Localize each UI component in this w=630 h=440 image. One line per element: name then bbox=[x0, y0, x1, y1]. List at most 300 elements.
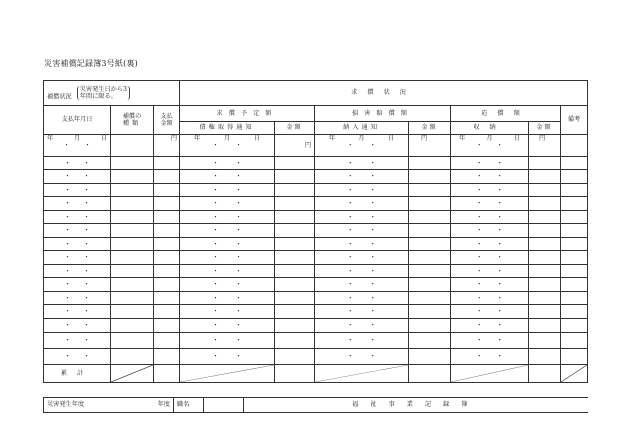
table-cell bbox=[154, 305, 180, 319]
table-cell bbox=[409, 305, 451, 319]
dot-separator: ・ bbox=[369, 307, 377, 315]
compensation-table bbox=[43, 80, 588, 383]
table-cell bbox=[44, 265, 111, 278]
dot-separator: ・ bbox=[212, 212, 220, 221]
dot-separator: ・ bbox=[64, 172, 71, 180]
dot-separator: ・ bbox=[369, 266, 377, 275]
dot-separator: ・ bbox=[369, 239, 377, 248]
table-cell bbox=[154, 251, 180, 265]
dot-separator: ・ bbox=[64, 293, 71, 302]
table-cell bbox=[529, 211, 561, 224]
dot-separator: ・ bbox=[64, 239, 71, 248]
dot-separator: ・ bbox=[235, 226, 243, 234]
table-cell bbox=[180, 211, 275, 224]
dot-separator: ・ bbox=[346, 280, 354, 288]
table-cell bbox=[451, 305, 529, 319]
table-cell bbox=[561, 184, 588, 197]
dot-separator: ・ bbox=[64, 199, 71, 207]
table-cell bbox=[180, 157, 275, 170]
totals-claim-amount bbox=[275, 365, 315, 383]
dot-separator: ・ bbox=[83, 199, 90, 207]
dot-separator: ・ bbox=[346, 199, 354, 207]
dot-separator: ・ bbox=[475, 321, 483, 329]
dot-separator: ・ bbox=[83, 239, 90, 248]
dot-separator: ・ bbox=[475, 293, 483, 302]
table-row bbox=[44, 238, 588, 251]
table-row bbox=[44, 333, 588, 349]
dot-separator: ・ bbox=[369, 352, 377, 360]
table-cell bbox=[561, 157, 588, 170]
dot-separator: ・ bbox=[496, 266, 504, 275]
notice-date-cell: 年 月 日 ・ ・ bbox=[315, 135, 409, 157]
table-cell bbox=[561, 292, 588, 305]
table-cell bbox=[409, 319, 451, 333]
dot-separator: ・ bbox=[212, 307, 220, 315]
status-note-line2: 年間に限る。 bbox=[79, 93, 117, 100]
dot-separator: ・ bbox=[369, 172, 377, 180]
table-cell bbox=[154, 197, 180, 211]
dot-separator: ・ bbox=[496, 253, 504, 261]
received-amount-cell: 円 bbox=[529, 135, 561, 157]
dot-separator: ・ bbox=[496, 239, 504, 248]
dot-separator: ・ bbox=[235, 253, 243, 261]
table-cell bbox=[111, 224, 154, 238]
table-cell bbox=[409, 211, 451, 224]
table-cell bbox=[451, 349, 529, 365]
table-cell bbox=[529, 238, 561, 251]
dot-separator: ・ bbox=[369, 253, 377, 261]
dot-separator: ・ bbox=[346, 352, 354, 360]
table-cell bbox=[529, 333, 561, 349]
table-cell bbox=[180, 305, 275, 319]
dot-separator: ・ bbox=[475, 172, 483, 180]
table-cell bbox=[154, 157, 180, 170]
dot-separator: ・ bbox=[64, 266, 71, 275]
table-cell bbox=[451, 278, 529, 292]
table-cell bbox=[451, 170, 529, 184]
dot-separator: ・ bbox=[83, 307, 90, 315]
table-row bbox=[44, 224, 588, 238]
damages-amount-header: 金額 bbox=[409, 122, 451, 135]
table-cell bbox=[44, 211, 111, 224]
dot-separator: ・ bbox=[496, 226, 504, 234]
table-cell bbox=[275, 238, 315, 251]
table-cell bbox=[111, 319, 154, 333]
table-cell bbox=[561, 278, 588, 292]
table-cell bbox=[561, 305, 588, 319]
dot-separator: ・ bbox=[475, 226, 483, 234]
table-cell bbox=[529, 319, 561, 333]
table-cell bbox=[111, 292, 154, 305]
dot-separator: ・ bbox=[475, 199, 483, 207]
table-cell bbox=[154, 184, 180, 197]
dot-separator: ・ bbox=[346, 239, 354, 248]
table-cell bbox=[275, 333, 315, 349]
table-cell bbox=[154, 349, 180, 365]
table-cell bbox=[44, 224, 111, 238]
table-cell bbox=[315, 238, 409, 251]
table-row bbox=[44, 135, 588, 157]
table-cell bbox=[409, 224, 451, 238]
table-cell bbox=[315, 157, 409, 170]
dot-separator: ・ bbox=[346, 185, 354, 194]
table-cell bbox=[529, 224, 561, 238]
table-cell bbox=[409, 251, 451, 265]
dot-separator: ・ bbox=[212, 239, 220, 248]
table-cell bbox=[275, 211, 315, 224]
table-cell bbox=[315, 170, 409, 184]
table-cell bbox=[315, 224, 409, 238]
totals-claim-diag bbox=[180, 365, 275, 383]
table-cell bbox=[44, 251, 111, 265]
disaster-year-label: 災害発生年度 bbox=[44, 398, 114, 413]
dot-separator: ・ bbox=[64, 212, 71, 221]
table-cell bbox=[315, 319, 409, 333]
table-cell bbox=[275, 319, 315, 333]
table-cell bbox=[315, 333, 409, 349]
table-cell bbox=[44, 305, 111, 319]
table-cell bbox=[275, 251, 315, 265]
table-row bbox=[44, 184, 588, 197]
dot-separator: ・ bbox=[346, 253, 354, 261]
table-cell bbox=[315, 292, 409, 305]
table-cell bbox=[561, 319, 588, 333]
dot-separator: ・ bbox=[64, 336, 71, 344]
table-cell bbox=[529, 278, 561, 292]
received-amount-header: 金額 bbox=[529, 122, 561, 135]
table-cell bbox=[275, 278, 315, 292]
table-cell bbox=[315, 197, 409, 211]
table-cell bbox=[44, 278, 111, 292]
dot-separator: ・ bbox=[64, 280, 71, 288]
table-row bbox=[44, 211, 588, 224]
table-cell bbox=[451, 238, 529, 251]
dot-separator: ・ bbox=[346, 212, 354, 221]
table-cell bbox=[180, 265, 275, 278]
planned-claim-header: 求償予定額 bbox=[180, 106, 315, 122]
table-cell bbox=[409, 349, 451, 365]
dot-separator: ・ bbox=[212, 158, 220, 167]
table-row bbox=[44, 170, 588, 184]
job-title-label: 職名 bbox=[174, 398, 204, 413]
table-cell bbox=[154, 333, 180, 349]
dot-separator: ・ bbox=[64, 321, 71, 329]
table-cell bbox=[409, 292, 451, 305]
table-row bbox=[44, 305, 588, 319]
remarks-cell bbox=[561, 135, 588, 157]
dot-separator: ・ bbox=[475, 185, 483, 194]
totals-collection-diag bbox=[451, 365, 529, 383]
dot-separator: ・ bbox=[475, 266, 483, 275]
table-row bbox=[44, 319, 588, 333]
table-cell bbox=[409, 278, 451, 292]
table-cell bbox=[275, 197, 315, 211]
dot-separator: ・ bbox=[212, 172, 220, 180]
dot-separator: ・ bbox=[369, 226, 377, 234]
table-cell bbox=[180, 251, 275, 265]
table-cell bbox=[561, 265, 588, 278]
totals-amount-paid bbox=[154, 365, 180, 383]
table-row bbox=[44, 157, 588, 170]
dot-separator: ・ bbox=[346, 336, 354, 344]
dot-separator: ・ bbox=[235, 212, 243, 221]
form-title: 災害補償記録簿3号紙(裏) bbox=[44, 59, 138, 68]
table-cell bbox=[529, 197, 561, 211]
table-cell bbox=[451, 157, 529, 170]
dot-separator: ・ bbox=[212, 226, 220, 234]
table-cell bbox=[451, 197, 529, 211]
dot-separator: ・ bbox=[83, 172, 90, 180]
table-cell bbox=[44, 170, 111, 184]
table-cell bbox=[315, 265, 409, 278]
table-cell bbox=[111, 157, 154, 170]
table-row bbox=[44, 197, 588, 211]
payment-notice-header: 納入通知 bbox=[315, 122, 409, 135]
totals-row bbox=[44, 365, 588, 383]
dot-separator: ・ bbox=[83, 253, 90, 261]
table-cell bbox=[315, 305, 409, 319]
table-cell bbox=[451, 333, 529, 349]
date-cell: 年 月 日 ・ ・ bbox=[44, 135, 111, 157]
dot-separator: ・ bbox=[64, 158, 71, 167]
dot-separator: ・ bbox=[83, 226, 90, 234]
dot-separator: ・ bbox=[83, 352, 90, 360]
table-cell bbox=[529, 184, 561, 197]
dot-separator: ・ bbox=[346, 172, 354, 180]
table-cell bbox=[180, 333, 275, 349]
dot-separator: ・ bbox=[235, 199, 243, 207]
table-cell bbox=[154, 278, 180, 292]
dot-separator: ・ bbox=[369, 293, 377, 302]
table-cell bbox=[44, 184, 111, 197]
dot-separator: ・ bbox=[369, 158, 377, 167]
table-cell bbox=[111, 170, 154, 184]
dot-separator: ・ bbox=[64, 253, 71, 261]
table-cell bbox=[451, 265, 529, 278]
table-cell bbox=[111, 211, 154, 224]
dot-separator: ・ bbox=[212, 266, 220, 275]
table-cell bbox=[561, 238, 588, 251]
comp-type-header: 補償の 種類 bbox=[111, 106, 154, 135]
disaster-year-suffix: 年度 bbox=[114, 398, 174, 413]
table-cell bbox=[529, 292, 561, 305]
table-cell bbox=[315, 349, 409, 365]
table-cell bbox=[275, 265, 315, 278]
dot-separator: ・ bbox=[496, 307, 504, 315]
table-cell bbox=[409, 265, 451, 278]
dot-separator: ・ bbox=[64, 226, 71, 234]
table-cell bbox=[315, 211, 409, 224]
dot-separator: ・ bbox=[369, 321, 377, 329]
table-cell bbox=[44, 333, 111, 349]
payment-date-header: 支払年月日 bbox=[44, 106, 111, 135]
totals-label: 累計 bbox=[44, 365, 111, 383]
totals-comp-type bbox=[111, 365, 154, 383]
table-cell bbox=[154, 265, 180, 278]
table-cell bbox=[275, 170, 315, 184]
table-cell bbox=[154, 224, 180, 238]
dot-separator: ・ bbox=[475, 239, 483, 248]
table-cell bbox=[529, 251, 561, 265]
table-cell bbox=[451, 292, 529, 305]
table-cell bbox=[409, 333, 451, 349]
dot-separator: ・ bbox=[235, 321, 243, 329]
ledger-name: 福祉事業記録簿 bbox=[244, 398, 588, 413]
dot-separator: ・ bbox=[212, 293, 220, 302]
table-cell bbox=[561, 211, 588, 224]
dot-separator: ・ bbox=[496, 158, 504, 167]
dot-separator: ・ bbox=[346, 226, 354, 234]
table-row bbox=[44, 349, 588, 365]
dot-separator: ・ bbox=[235, 158, 243, 167]
collection-header: 収納 bbox=[451, 122, 529, 135]
table-cell bbox=[44, 349, 111, 365]
table-cell bbox=[180, 278, 275, 292]
dot-separator: ・ bbox=[64, 352, 71, 360]
table-cell bbox=[315, 278, 409, 292]
table-cell bbox=[561, 170, 588, 184]
table-cell bbox=[44, 292, 111, 305]
job-title-field[interactable] bbox=[204, 398, 244, 413]
table-cell bbox=[315, 184, 409, 197]
dot-separator: ・ bbox=[346, 307, 354, 315]
dot-separator: ・ bbox=[475, 307, 483, 315]
dot-separator: ・ bbox=[212, 253, 220, 261]
dot-separator: ・ bbox=[212, 280, 220, 288]
table-cell bbox=[275, 224, 315, 238]
dot-separator: ・ bbox=[83, 158, 90, 167]
dot-separator: ・ bbox=[64, 185, 71, 194]
dot-separator: ・ bbox=[496, 212, 504, 221]
table-cell bbox=[44, 319, 111, 333]
dot-separator: ・ bbox=[475, 253, 483, 261]
dot-separator: ・ bbox=[212, 336, 220, 344]
table-cell bbox=[561, 197, 588, 211]
totals-received-amount bbox=[529, 365, 561, 383]
dot-separator: ・ bbox=[496, 293, 504, 302]
footer-table bbox=[43, 397, 588, 413]
table-cell bbox=[180, 224, 275, 238]
table-cell bbox=[275, 292, 315, 305]
dot-separator: ・ bbox=[83, 280, 90, 288]
status-label: 補償状況 bbox=[47, 93, 72, 100]
table-cell bbox=[409, 184, 451, 197]
dot-separator: ・ bbox=[235, 307, 243, 315]
table-cell bbox=[529, 157, 561, 170]
table-cell bbox=[111, 333, 154, 349]
table-cell bbox=[180, 292, 275, 305]
table-cell bbox=[180, 319, 275, 333]
dot-separator: ・ bbox=[235, 266, 243, 275]
dot-separator: ・ bbox=[235, 172, 243, 180]
table-cell bbox=[111, 238, 154, 251]
table-cell bbox=[180, 238, 275, 251]
table-cell bbox=[451, 211, 529, 224]
dot-separator: ・ bbox=[369, 280, 377, 288]
amount-paid-header: 支払 金額 bbox=[154, 106, 180, 135]
table-cell bbox=[111, 197, 154, 211]
remarks-header: 備考 bbox=[561, 106, 588, 135]
table-cell bbox=[275, 184, 315, 197]
table-cell bbox=[561, 349, 588, 365]
table-cell bbox=[561, 333, 588, 349]
table-cell bbox=[529, 170, 561, 184]
amount-paid-cell: 円 bbox=[154, 135, 180, 157]
dot-separator: ・ bbox=[496, 199, 504, 207]
table-cell bbox=[180, 197, 275, 211]
dot-separator: ・ bbox=[475, 336, 483, 344]
dot-separator: ・ bbox=[496, 336, 504, 344]
table-row bbox=[44, 292, 588, 305]
dot-separator: ・ bbox=[346, 266, 354, 275]
table-cell bbox=[180, 170, 275, 184]
dot-separator: ・ bbox=[475, 280, 483, 288]
comp-type-cell bbox=[111, 135, 154, 157]
table-cell bbox=[44, 238, 111, 251]
table-row bbox=[44, 251, 588, 265]
received-header: 応償額 bbox=[451, 106, 561, 122]
dot-separator: ・ bbox=[475, 352, 483, 360]
totals-notice-diag bbox=[315, 365, 409, 383]
table-cell bbox=[180, 349, 275, 365]
dot-separator: ・ bbox=[369, 212, 377, 221]
table-cell bbox=[111, 265, 154, 278]
dot-separator: ・ bbox=[346, 321, 354, 329]
claim-date-cell: 年 月 日 ・ ・ bbox=[180, 135, 275, 157]
table-cell bbox=[111, 349, 154, 365]
dot-separator: ・ bbox=[346, 293, 354, 302]
dot-separator: ・ bbox=[475, 212, 483, 221]
dot-separator: ・ bbox=[83, 293, 90, 302]
status-note bbox=[77, 86, 130, 101]
totals-remarks-diag bbox=[561, 365, 588, 383]
dot-separator: ・ bbox=[496, 352, 504, 360]
table-cell bbox=[111, 184, 154, 197]
dot-separator: ・ bbox=[83, 212, 90, 221]
dot-separator: ・ bbox=[235, 293, 243, 302]
table-cell bbox=[529, 265, 561, 278]
dot-separator: ・ bbox=[496, 321, 504, 329]
table-cell bbox=[111, 278, 154, 292]
damages-amount-cell: 円 bbox=[409, 135, 451, 157]
dot-separator: ・ bbox=[496, 172, 504, 180]
dot-separator: ・ bbox=[83, 266, 90, 275]
table-cell bbox=[44, 197, 111, 211]
claim-amount-cell: 円 bbox=[275, 135, 315, 157]
table-cell bbox=[180, 184, 275, 197]
table-cell bbox=[154, 319, 180, 333]
table-cell bbox=[315, 251, 409, 265]
status-note-line1: 災害発生日から3 bbox=[79, 85, 127, 93]
dot-separator: ・ bbox=[235, 239, 243, 248]
table-cell bbox=[409, 157, 451, 170]
totals-damages-amount bbox=[409, 365, 451, 383]
dot-separator: ・ bbox=[346, 158, 354, 167]
table-cell bbox=[409, 170, 451, 184]
dot-separator: ・ bbox=[64, 307, 71, 315]
table-cell bbox=[154, 292, 180, 305]
table-cell bbox=[561, 224, 588, 238]
table-cell bbox=[154, 238, 180, 251]
table-row bbox=[44, 265, 588, 278]
table-cell bbox=[409, 238, 451, 251]
table-cell bbox=[154, 211, 180, 224]
table-cell bbox=[529, 305, 561, 319]
table-cell bbox=[275, 157, 315, 170]
table-cell bbox=[451, 319, 529, 333]
claim-notice-header: 債権取得通知 bbox=[180, 122, 275, 135]
claim-status-header: 求償状況 bbox=[180, 81, 588, 106]
